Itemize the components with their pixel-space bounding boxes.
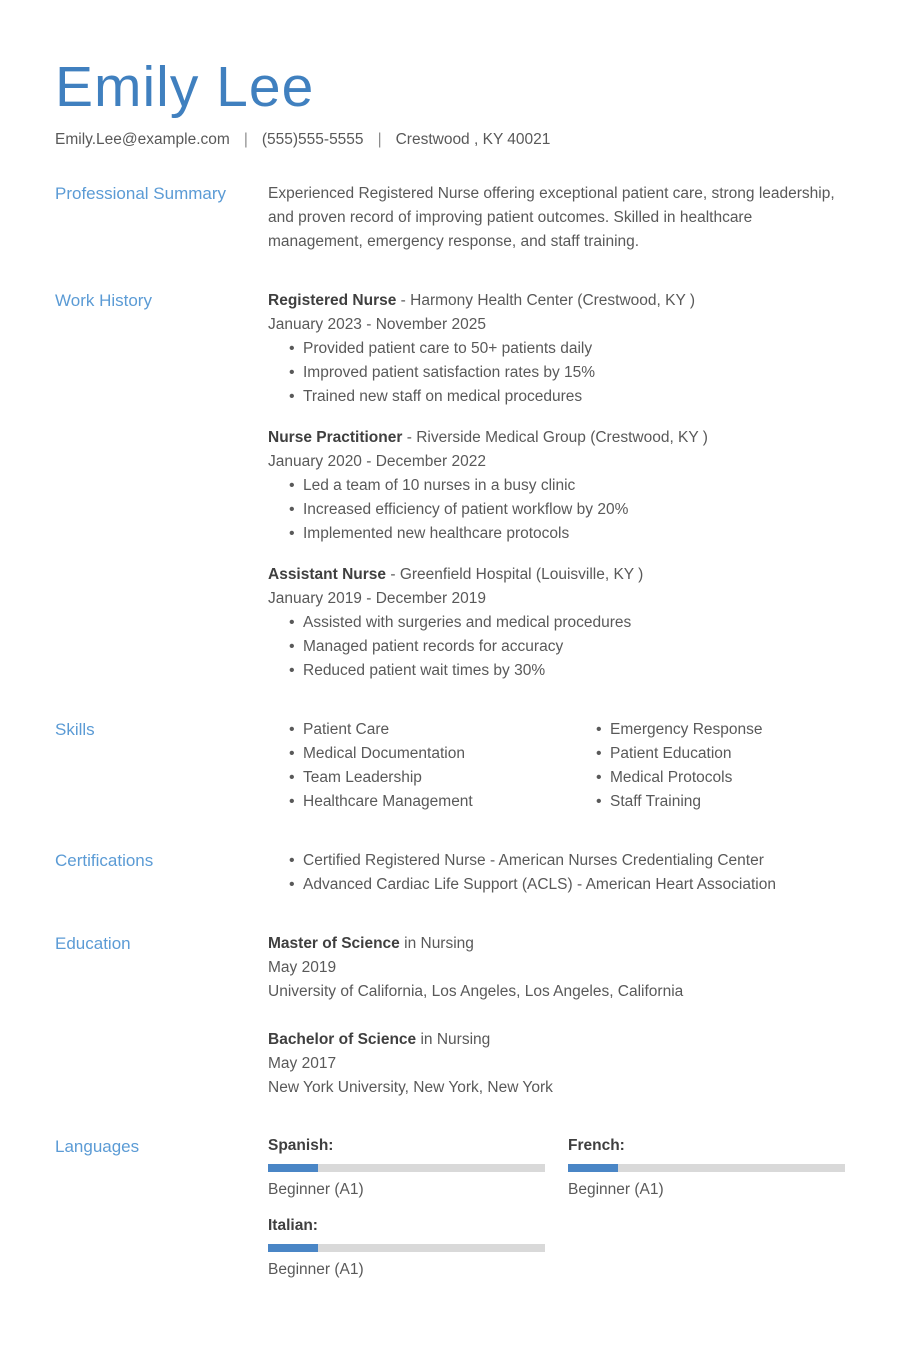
job-title-separator: - <box>400 291 406 309</box>
contact-separator: | <box>377 130 382 148</box>
graduation-date: May 2019 <box>268 958 337 976</box>
language-level-bar <box>268 1244 545 1252</box>
skill-item: • Staff Training <box>575 790 845 814</box>
language-name: Italian: <box>268 1216 318 1234</box>
certifications-content <box>268 849 845 897</box>
contact-line <box>55 131 845 149</box>
degree-name: Master of Science <box>268 934 400 952</box>
section-education <box>55 932 845 1100</box>
skills-content <box>268 718 845 814</box>
skill-item: • Team Leadership <box>268 766 575 790</box>
job-title: Registered Nurse <box>268 291 397 309</box>
language-level-bar-fill <box>268 1244 318 1252</box>
language-level-bar-fill <box>568 1164 618 1172</box>
degree-name: Bachelor of Science <box>268 1030 417 1048</box>
education-content <box>268 932 845 1100</box>
section-heading-professional-summary: Professional Summary <box>55 183 227 203</box>
job-title: Nurse Practitioner <box>268 428 403 446</box>
job-title-line <box>268 563 845 587</box>
section-skills <box>55 718 845 814</box>
section-languages <box>55 1135 845 1281</box>
job-bullet: • Assisted with surgeries and medical procedures <box>268 611 845 635</box>
languages-grid <box>268 1135 845 1281</box>
job-bullet-list <box>268 611 845 683</box>
degree-line <box>268 932 845 956</box>
skills-column-1 <box>268 718 575 814</box>
job-company: Riverside Medical Group (Crestwood, KY ) <box>416 428 708 446</box>
language-level-bar-fill <box>268 1164 318 1172</box>
job-bullet: • Reduced patient wait times by 30% <box>268 659 845 683</box>
job-title-separator: - <box>390 565 396 583</box>
school-name: New York University, New York, New York <box>268 1078 553 1096</box>
skill-item: • Patient Care <box>268 718 575 742</box>
job-bullet: • Managed patient records for accuracy <box>268 635 845 659</box>
languages-content <box>268 1135 845 1281</box>
certification-item: • Advanced Cardiac Life Support (ACLS) - American Heart Association <box>268 873 845 897</box>
skills-columns <box>268 718 845 814</box>
degree-field: in Nursing <box>420 1030 491 1048</box>
job-bullet: • Led a team of 10 nurses in a busy clinic <box>268 474 845 498</box>
candidate-name: Emily Lee <box>55 55 315 119</box>
job-entry <box>268 426 845 546</box>
job-title: Assistant Nurse <box>268 565 387 583</box>
certification-list <box>268 849 845 897</box>
skill-item: • Healthcare Management <box>268 790 575 814</box>
contact-separator: | <box>243 130 248 148</box>
job-bullet-list <box>268 337 845 409</box>
language-entry <box>568 1135 845 1201</box>
job-title-line <box>268 289 845 313</box>
job-bullet: • Implemented new healthcare protocols <box>268 522 845 546</box>
graduation-date: May 2017 <box>268 1054 337 1072</box>
skill-item: • Medical Protocols <box>575 766 845 790</box>
skills-column-2 <box>575 718 845 814</box>
section-heading-skills: Skills <box>55 719 95 739</box>
section-professional-summary <box>55 182 845 254</box>
job-bullet-list <box>268 474 845 546</box>
certification-item: • Certified Registered Nurse - American Nurses Credentialing Center <box>268 849 845 873</box>
section-heading-certifications: Certifications <box>55 850 154 870</box>
section-heading-languages: Languages <box>55 1136 140 1156</box>
job-entry <box>268 289 845 409</box>
language-level-text: Beginner (A1) <box>568 1180 664 1198</box>
language-level-bar <box>268 1164 545 1172</box>
language-level-text: Beginner (A1) <box>268 1180 364 1198</box>
summary-text: Experienced Registered Nurse offering exceptional patient care, strong leadership, and proven record of improving patient outcomes. Skilled in healthcare management, emergency response, and staff training. <box>268 184 835 250</box>
language-grid-spacer <box>568 1215 845 1281</box>
skill-item: • Patient Education <box>575 742 845 766</box>
language-entry <box>268 1135 545 1201</box>
contact-email: Emily.Lee@example.com <box>55 130 230 148</box>
school-name: University of California, Los Angeles, Los Angeles, California <box>268 982 684 1000</box>
job-dates: January 2020 - December 2022 <box>268 452 486 470</box>
job-title-separator: - <box>406 428 412 446</box>
job-bullet: • Improved patient satisfaction rates by 15% <box>268 361 845 385</box>
resume-header <box>55 55 845 149</box>
language-level-bar <box>568 1164 845 1172</box>
job-title-line <box>268 426 845 450</box>
job-bullet: • Trained new staff on medical procedures <box>268 385 845 409</box>
skill-item: • Emergency Response <box>575 718 845 742</box>
language-name: Spanish: <box>268 1136 334 1154</box>
section-heading-work-history: Work History <box>55 290 152 310</box>
job-dates: January 2023 - November 2025 <box>268 315 486 333</box>
language-name: French: <box>568 1136 625 1154</box>
skill-item: • Medical Documentation <box>268 742 575 766</box>
language-level-text: Beginner (A1) <box>268 1260 364 1278</box>
contact-phone: (555)555-5555 <box>261 130 364 148</box>
degree-line <box>268 1028 845 1052</box>
section-certifications <box>55 849 845 897</box>
job-bullet: • Provided patient care to 50+ patients daily <box>268 337 845 361</box>
degree-field: in Nursing <box>404 934 474 952</box>
section-work-history <box>55 289 845 683</box>
section-heading-education: Education <box>55 933 131 953</box>
language-entry <box>268 1215 545 1281</box>
work-history-content <box>268 289 845 683</box>
education-entry <box>268 1028 845 1100</box>
job-entry <box>268 563 845 683</box>
contact-location: Crestwood , KY 40021 <box>395 130 551 148</box>
job-bullet: • Increased efficiency of patient workflow by 20% <box>268 498 845 522</box>
job-dates: January 2019 - December 2019 <box>268 589 486 607</box>
education-entry <box>268 932 845 1004</box>
job-company: Greenfield Hospital (Louisville, KY ) <box>399 565 644 583</box>
job-company: Harmony Health Center (Crestwood, KY ) <box>410 291 696 309</box>
